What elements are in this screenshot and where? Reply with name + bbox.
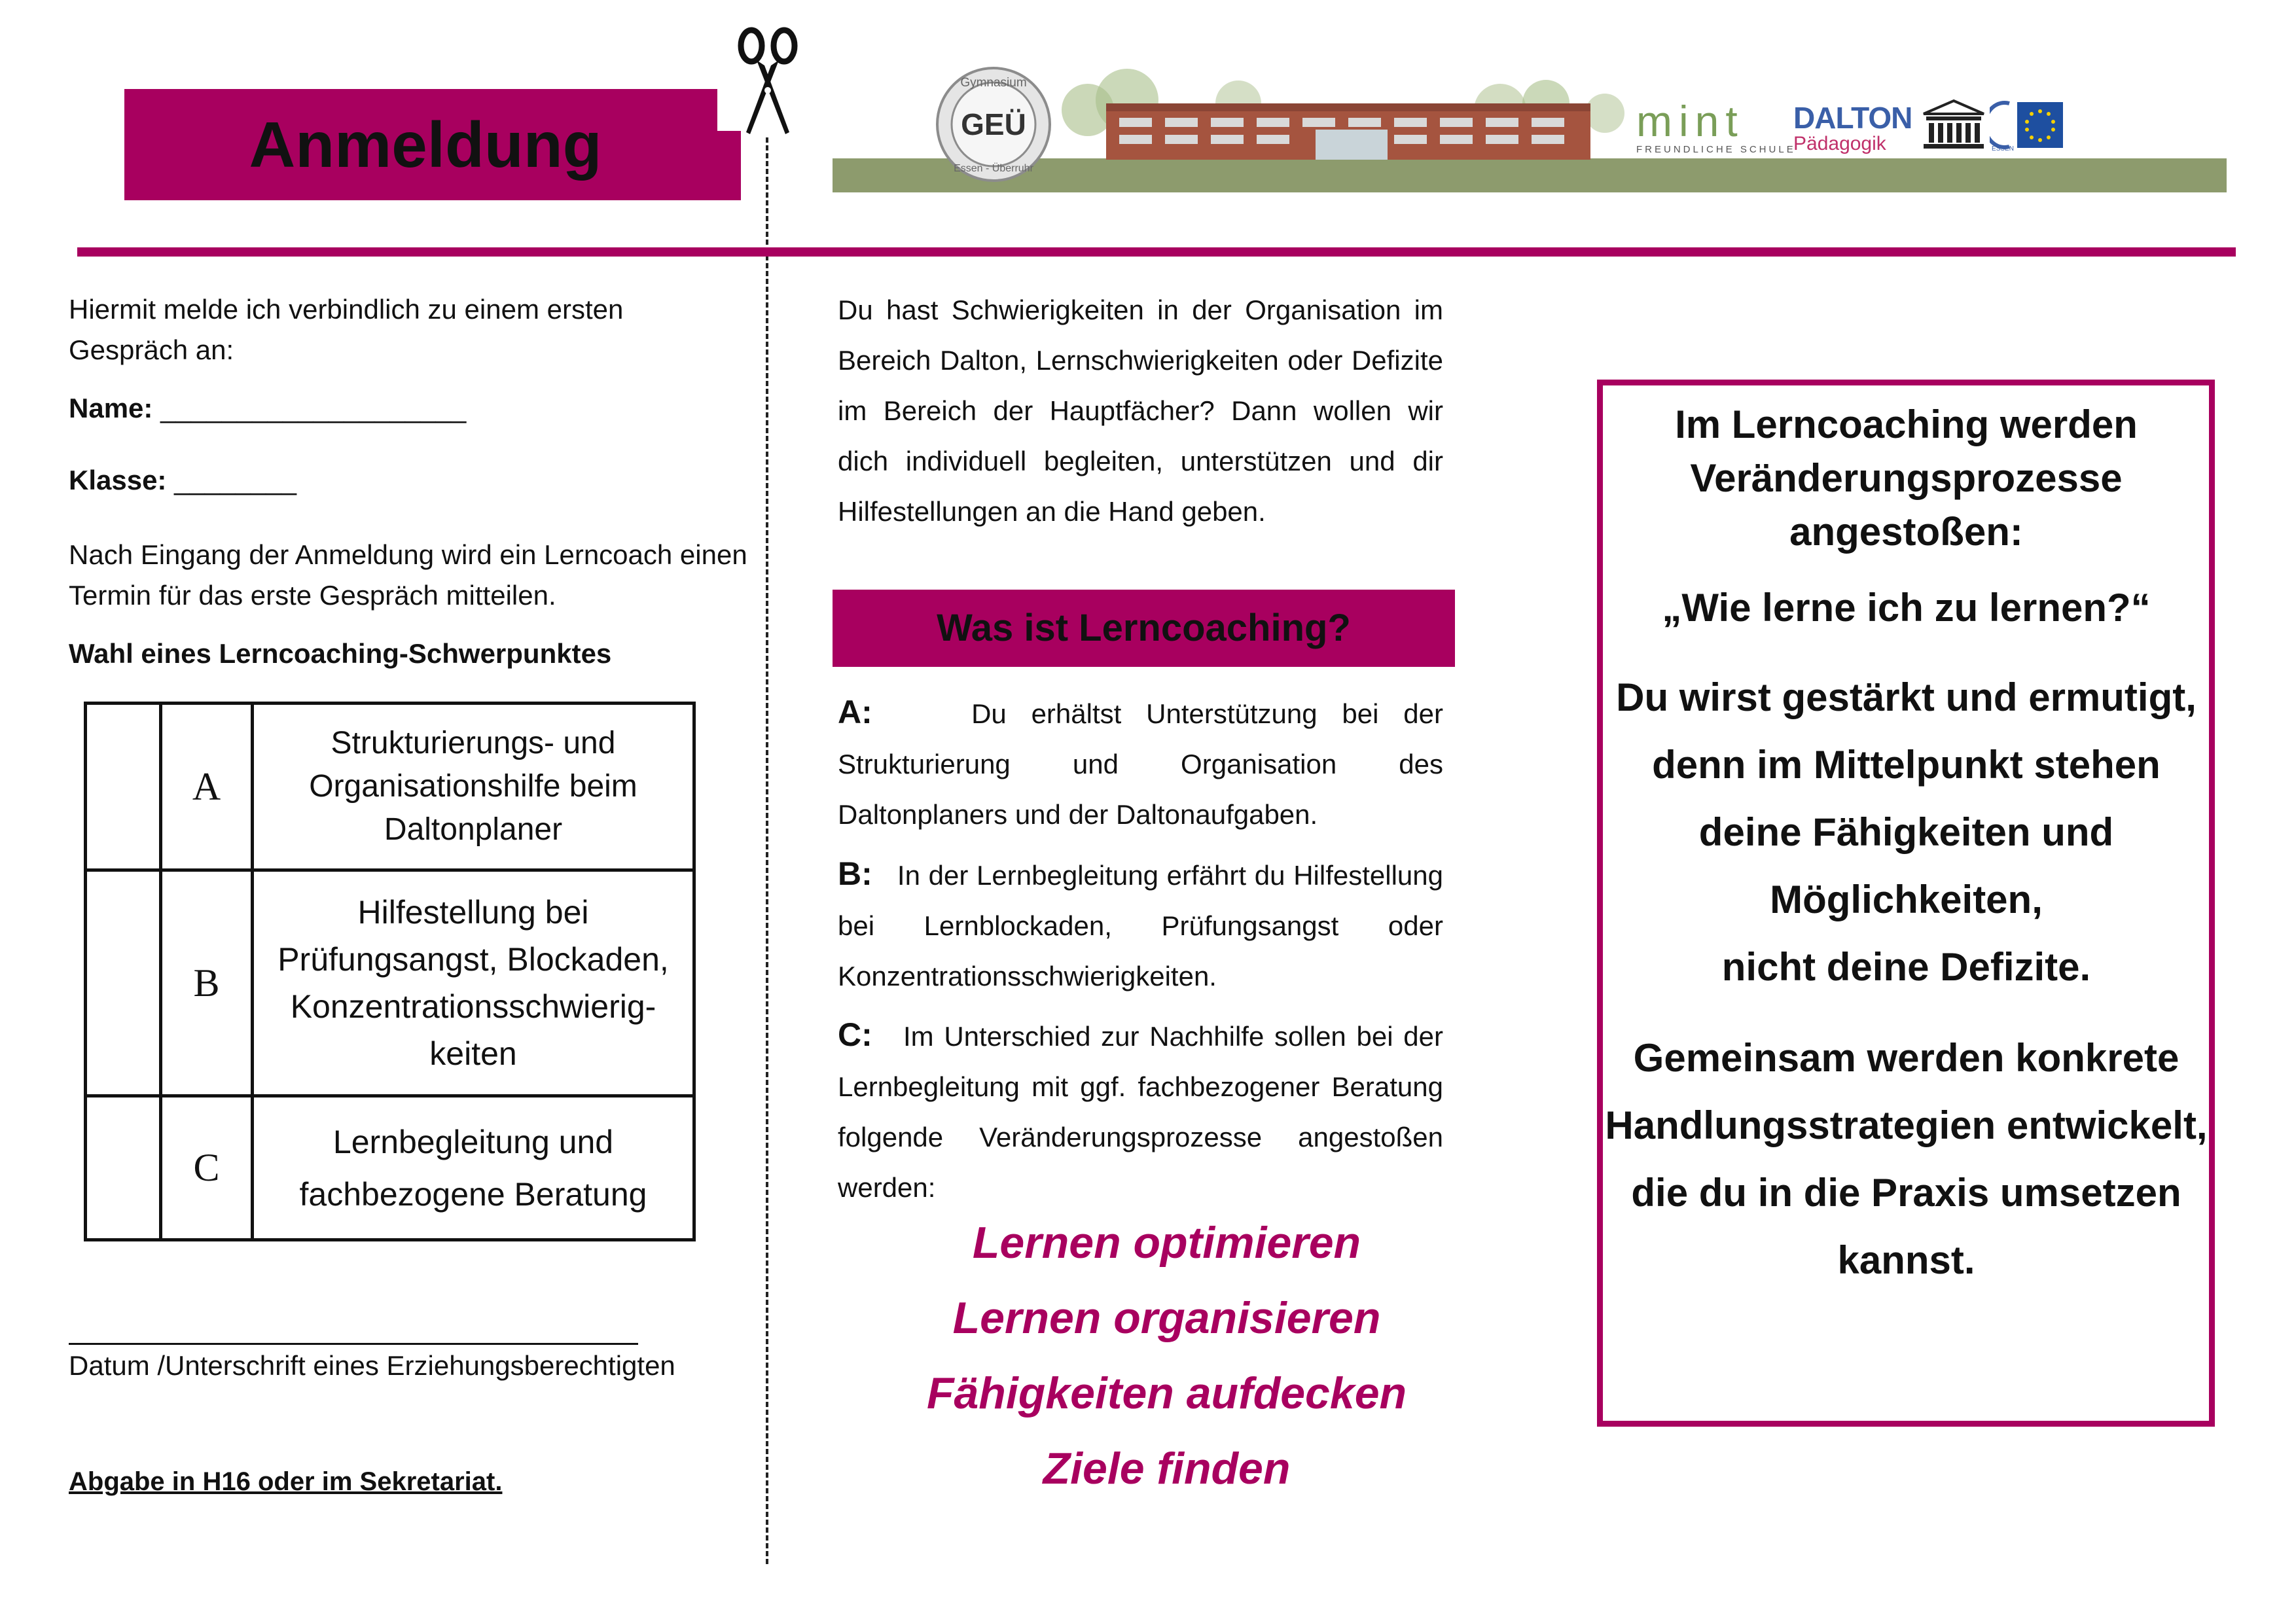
name-field[interactable] (69, 393, 466, 424)
explanation-label-c: C: (838, 1016, 872, 1053)
registration-info: Nach Eingang der Anmeldung wird ein Lerncoach einen Termin für das erste Gespräch mitteilen. (69, 539, 747, 611)
focus-desc-line: fachbezogene Beratung (299, 1175, 647, 1213)
submission-note: Abgabe in H16 oder im Sekretariat. (69, 1467, 503, 1496)
focus-row-c (86, 1096, 694, 1240)
explanation-a (838, 687, 1443, 840)
unesco-logo (1921, 98, 1986, 151)
logo-location-text: Essen - Überruhr (954, 163, 1033, 174)
scissors-icon (732, 26, 804, 137)
info-line: Du wirst gestärkt und ermutigt, (1616, 675, 2197, 719)
info-line: nicht deine Defizite. (1721, 945, 2091, 989)
focus-desc-line: Konzentrationsschwierig- (290, 988, 656, 1025)
checkbox-b[interactable] (86, 870, 161, 1096)
class-label: Klasse: (69, 465, 167, 495)
mint-logo-title: mint (1636, 97, 1744, 145)
what-is-lerncoaching-heading: Was ist Lerncoaching? (833, 590, 1455, 667)
signature-field[interactable] (69, 1343, 638, 1345)
explanation-text-a: Du erhältst Unterstützung bei der Strukturierung und Organisation des Daltonplaners und der Daltonaufgaben. (838, 698, 1443, 830)
signature-label: Datum /Unterschrift eines Erziehungsberechtigten (69, 1350, 675, 1381)
explanation-label-a: A: (838, 694, 872, 730)
focus-desc-line: Lernbegleitung und (332, 1123, 614, 1160)
info-line: kannst. (1837, 1238, 1975, 1282)
page-title: Anmeldung (249, 109, 602, 181)
dalton-logo-subtitle: Pädagogik (1793, 133, 1886, 154)
logo-gymnasium-text: Gymnasium (960, 76, 1027, 90)
focus-desc-line: Hilfestellung bei (357, 894, 589, 931)
focus-desc-line: Organisationshilfe beim (309, 769, 637, 804)
cut-line (766, 137, 768, 1564)
focus-letter-c: C (161, 1096, 253, 1240)
info-line: Möglichkeiten, (1770, 878, 2043, 921)
explanation-text-b: In der Lernbegleitung erfährt du Hilfestellung bei Lernblockaden, Prüfungsangst oder Konzentrationsschwierigkeiten. (838, 860, 1443, 991)
goal-item: Lernen optimieren (972, 1218, 1361, 1268)
mint-logo-subtitle: FREUNDLICHE SCHULE (1636, 144, 1796, 155)
dalton-logo-title: DALTON (1793, 101, 1912, 135)
class-blank: ________ (174, 465, 296, 495)
focus-letter-b: B (161, 870, 253, 1096)
info-line: Gemeinsam werden konkrete (1633, 1036, 2179, 1080)
focus-desc-b (253, 870, 694, 1096)
explanation-label-b: B: (838, 855, 872, 892)
dalton-logo (1793, 102, 1912, 154)
explanation-text-c: Im Unterschied zur Nachhilfe sollen bei der Lernbegleitung mit ggf. fachbezogener Beratung folgende Veränderungsprozesse angestoßen werden: (838, 1021, 1443, 1203)
class-field[interactable] (69, 465, 296, 496)
explanation-b (838, 849, 1443, 1001)
info-line: deine Fähigkeiten und (1698, 810, 2114, 854)
lerncoaching-intro: Du hast Schwierigkeiten in der Organisation im Bereich Dalton, Lernschwierigkeiten oder Defizite im Bereich der Hauptfächer? Dann wollen wir dich individuell begleiten, unterstützen und dir Hilfestellungen an die Hand geben. (838, 294, 1443, 527)
info-strategies (1604, 1024, 2209, 1294)
focus-row-a (86, 704, 694, 870)
focus-letter-a: A (161, 704, 253, 870)
focus-heading: Wahl eines Lerncoaching-Schwerpunktes (69, 638, 612, 669)
explanation-c (838, 1010, 1443, 1213)
focus-row-b (86, 870, 694, 1096)
logo-abbr: GEÜ (961, 107, 1026, 141)
mint-logo (1636, 99, 1796, 155)
name-label: Name: (69, 393, 153, 423)
focus-desc-line: Strukturierungs- und (331, 726, 616, 760)
school-logo (935, 65, 1052, 183)
info-line: denn im Mittelpunkt stehen (1652, 743, 2161, 787)
focus-desc-a (253, 704, 694, 870)
focus-table (84, 702, 696, 1241)
info-line: die du in die Praxis umsetzen (1631, 1171, 2181, 1215)
info-strengths (1604, 664, 2209, 1001)
goal-item: Ziele finden (1043, 1444, 1291, 1493)
focus-desc-line: keiten (429, 1035, 517, 1072)
info-quote: „Wie lerne ich zu lernen?“ (1662, 586, 2151, 630)
header-rule (77, 247, 2236, 257)
registration-intro: Hiermit melde ich verbindlich zu einem ersten Gespräch an: (69, 294, 624, 365)
info-heading: Im Lerncoaching werden Veränderungsprozesse angestoßen: (1675, 402, 2138, 554)
goal-item: Fähigkeiten aufdecken (926, 1368, 1407, 1418)
eu-logo-text: ESSEN (1992, 145, 2014, 152)
focus-desc-line: Daltonplaner (384, 812, 563, 847)
focus-desc-c (253, 1096, 694, 1240)
name-blank: ____________________ (160, 393, 467, 423)
goal-item: Lernen organisieren (952, 1293, 1381, 1343)
info-line: Handlungsstrategien entwickelt, (1605, 1103, 2208, 1147)
checkbox-a[interactable] (86, 704, 161, 870)
building-image (1106, 97, 1590, 160)
focus-desc-line: Prüfungsangst, Blockaden, (278, 941, 669, 978)
checkbox-c[interactable] (86, 1096, 161, 1240)
eu-school-logo (1990, 98, 2065, 152)
